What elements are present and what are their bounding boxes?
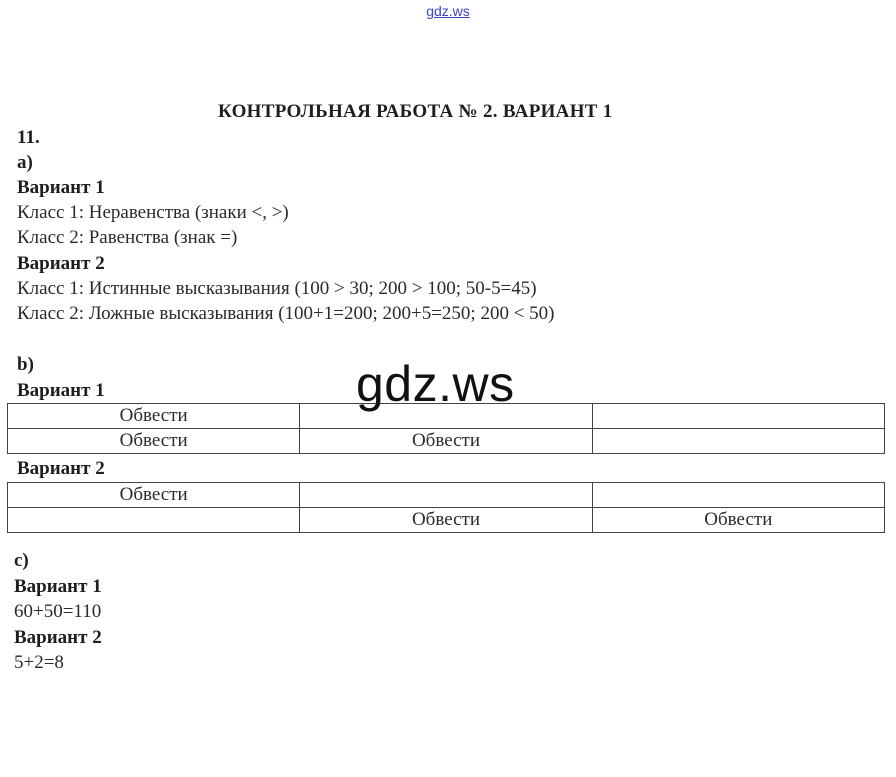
part-a-variant1-line: Класс 1: Неравенства (знаки <, >) bbox=[17, 202, 289, 223]
table-cell bbox=[592, 483, 884, 508]
part-a-variant2-heading: Вариант 2 bbox=[17, 253, 105, 274]
task-number: 11. bbox=[17, 127, 40, 148]
table-cell: Обвести bbox=[8, 429, 300, 454]
table-cell: Обвести bbox=[300, 508, 592, 533]
part-b-label: b) bbox=[17, 354, 34, 375]
table-cell: Обвести bbox=[300, 429, 592, 454]
part-c-variant1-line: 60+50=110 bbox=[14, 601, 102, 622]
part-b-variant2-table bbox=[7, 482, 885, 533]
part-a-variant2-line: Класс 2: Ложные высказывания (100+1=200; 200+5=250; 200 < 50) bbox=[17, 303, 555, 324]
table-row bbox=[8, 508, 885, 533]
table-row bbox=[8, 483, 885, 508]
page-title: КОНТРОЛЬНАЯ РАБОТА № 2. ВАРИАНТ 1 bbox=[218, 101, 613, 122]
part-a-label: а) bbox=[17, 152, 33, 173]
part-b-variant1-heading: Вариант 1 bbox=[17, 380, 105, 401]
part-a-variant2-line: Класс 1: Истинные высказывания (100 > 30; 200 > 100; 50-5=45) bbox=[17, 278, 537, 299]
table-cell bbox=[592, 404, 884, 429]
table-cell: Обвести bbox=[8, 483, 300, 508]
part-b-variant2-heading: Вариант 2 bbox=[17, 458, 105, 479]
table-row bbox=[8, 429, 885, 454]
part-c-variant2-heading: Вариант 2 bbox=[14, 627, 102, 648]
part-a-variant1-line: Класс 2: Равенства (знак =) bbox=[17, 227, 238, 248]
table-cell: Обвести bbox=[592, 508, 884, 533]
watermark-link-top[interactable]: gdz.ws bbox=[426, 3, 470, 19]
watermark-logo: gdz.ws bbox=[356, 356, 515, 412]
table-cell: Обвести bbox=[8, 404, 300, 429]
part-c-variant2-line: 5+2=8 bbox=[14, 652, 64, 673]
table-cell bbox=[8, 508, 300, 533]
table-cell bbox=[300, 483, 592, 508]
part-c-variant1-heading: Вариант 1 bbox=[14, 576, 102, 597]
part-c-label: с) bbox=[14, 550, 29, 571]
part-a-variant1-heading: Вариант 1 bbox=[17, 177, 105, 198]
table-cell bbox=[592, 429, 884, 454]
